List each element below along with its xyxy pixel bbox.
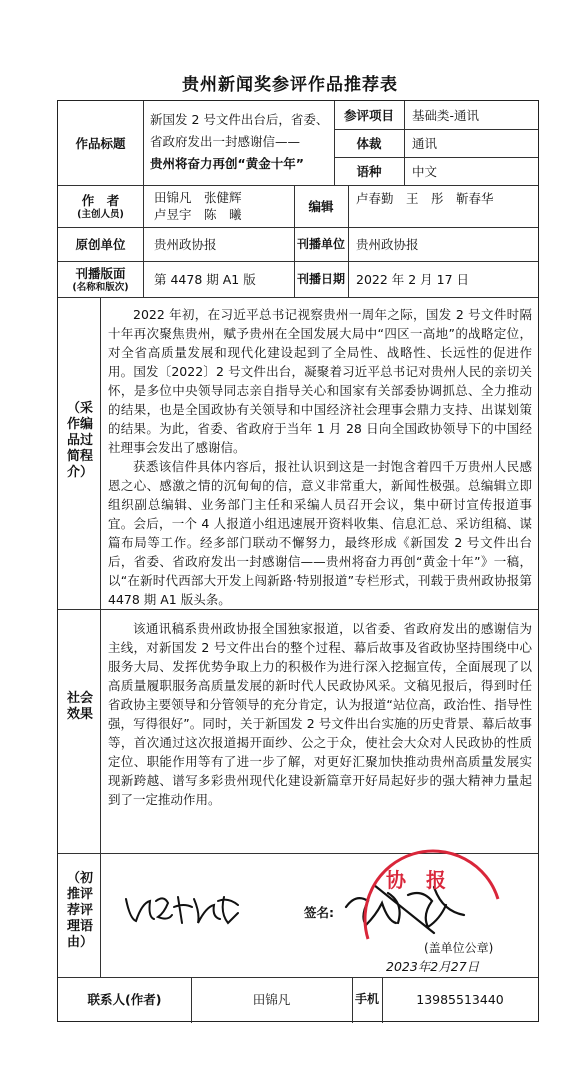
editor-label: 编辑 [308,198,334,214]
form-title: 贵州新闻奖参评作品推荐表 [182,75,398,95]
editors-value: 卢春勤 王 彤 靳春华 [356,191,494,206]
signature-label: 签名: [304,905,334,920]
publish-date-label: 刊播日期 [296,271,345,286]
authors-value [154,185,294,227]
work-title-line: 省政府发出一封感谢信—— [150,134,301,149]
phone-label: 手机 [354,991,379,1006]
recommendation-form-table [57,100,539,1022]
handwritten-date: 2023年2月27日 [386,959,480,974]
layout-value: 第 4478 期 A1 版 [154,271,256,287]
language-value: 中文 [412,163,438,179]
layout-label-main: 刊播版面 [75,265,126,281]
layout-label-sub: (名称和版次) [72,281,129,293]
column-divider [404,101,405,185]
category-value: 基础类-通讯 [412,107,480,123]
author-label-sub: (主创人员) [77,208,124,220]
genre-value: 通讯 [412,135,438,151]
column-divider [348,185,349,297]
process-paragraph: 2022 年初，在习近平总书记视察贵州一周年之际，国发 2 号文件时隔十年再次聚焦贵州，赋予贵州在全国发展大局中“四区一高地”的战略定位，对全省高质量发展和现代化建设起到了全局性、战略性、长远性的促进作用。国发〔2022〕2 号文件出台，凝聚着习近平总书记对贵州人民的亲切关怀，是多位中央领导同志亲自指导关心和国家有关部委协调抓总、全力推动的结果，也是全国政协有关领导和中国经济社会理事会鼎力支持、出谋划策的结果。为此，省委、省政府于当年 1 月 28 日向全国政协领导下的中国经社理事会发出了感谢信。 [108,307,532,455]
genre-label: 体裁 [356,135,382,151]
origin-unit-value: 贵州政协报 [154,236,217,252]
layout-label [58,261,143,297]
authors-line: 田锦凡 张健辉 [154,190,242,205]
work-title-value [150,109,332,181]
row-divider [58,297,538,298]
row-divider [58,609,538,610]
category-label: 参评项目 [343,107,394,123]
effect-text [108,619,532,809]
author-label-main: 作 者 [81,192,120,208]
phone-value: 13985513440 [416,991,504,1007]
contact-value: 田锦凡 [252,991,291,1007]
seal-note: (盖单位公章) [424,941,494,955]
stamp-text: 协 报 [386,868,446,892]
publish-unit-value: 贵州政协报 [356,236,419,252]
effect-label: 社会效果 [66,691,93,722]
process-paragraph: 获悉该信件具体内容后，报社认识到这是一封饱含着四千万贵州人民感恩之心、感激之情的沉甸甸的信，意义非常重大，新闻性极强。总编辑立即组织副总编辑、业务部门主任和采编人员召开会议，集中研讨宣传报道事宜。会后，一个 4 人报道小组迅速展开资料收集、信息汇总、采访组稿、谋篇布局等工作。经多部门联动不懈努力，最终形成《新国发 2 号文件出台后，省委、省政府发出一封感谢信——贵州将奋力再创“黄金十年”》一稿，以“在新时代西部大开发上闯新路·特别报道”专栏形式，刊载于贵州政协报第 4478 期 A1 版头条。 [108,459,532,607]
language-label: 语种 [356,163,382,179]
publish-date-value: 2022 年 2 月 17 日 [356,271,470,287]
column-divider [100,297,101,977]
contact-label: 联系人(作者) [87,991,162,1007]
process-text [108,305,532,609]
column-divider [143,101,144,297]
publish-unit-label: 刊播单位 [296,236,345,251]
recommend-label: （初推评荐评理语由） [66,871,93,950]
handwritten-signature-left [120,887,250,937]
authors-line: 卢昱宇 陈 曦 [154,207,242,222]
work-title-label: 作品标题 [75,135,126,151]
work-title-line: 新国发 2 号文件出台后，省委、 [150,112,329,127]
work-title-line: 贵州将奋力再创“黄金十年” [150,156,304,171]
origin-unit-label: 原创单位 [75,236,126,252]
process-label: （采作编品过简程介） [66,401,93,480]
author-label [58,185,143,227]
effect-paragraph: 该通讯稿系贵州政协报全国独家报道，以省委、省政府发出的感谢信为主线，对新国发 2 号文件出台的整个过程、幕后故事及省政协坚持围绕中心服务大局、发挥优势争取上力的积极作为进行深入挖掘宣传，全面展现了以高质量履职服务高质量发展的新时代人民政协风采。文稿见报后，得到时任省政协主要领导和分管领导的充分肯定，认为报道“站位高，政治性、指导性强，写得很好”。同时，关于新国发 2 号文件出台实施的历史背景、幕后故事等，首次通过这次报道揭开面纱、公之于众，使社会大众对人民政协的性质定位、职能作用等有了进一步了解，对更好汇聚加快推动贵州高质量发展实现新跨越、谱写多彩贵州现代化建设新篇章开好局起好步的强大精神力量起到了一定推动作用。 [108,621,532,807]
